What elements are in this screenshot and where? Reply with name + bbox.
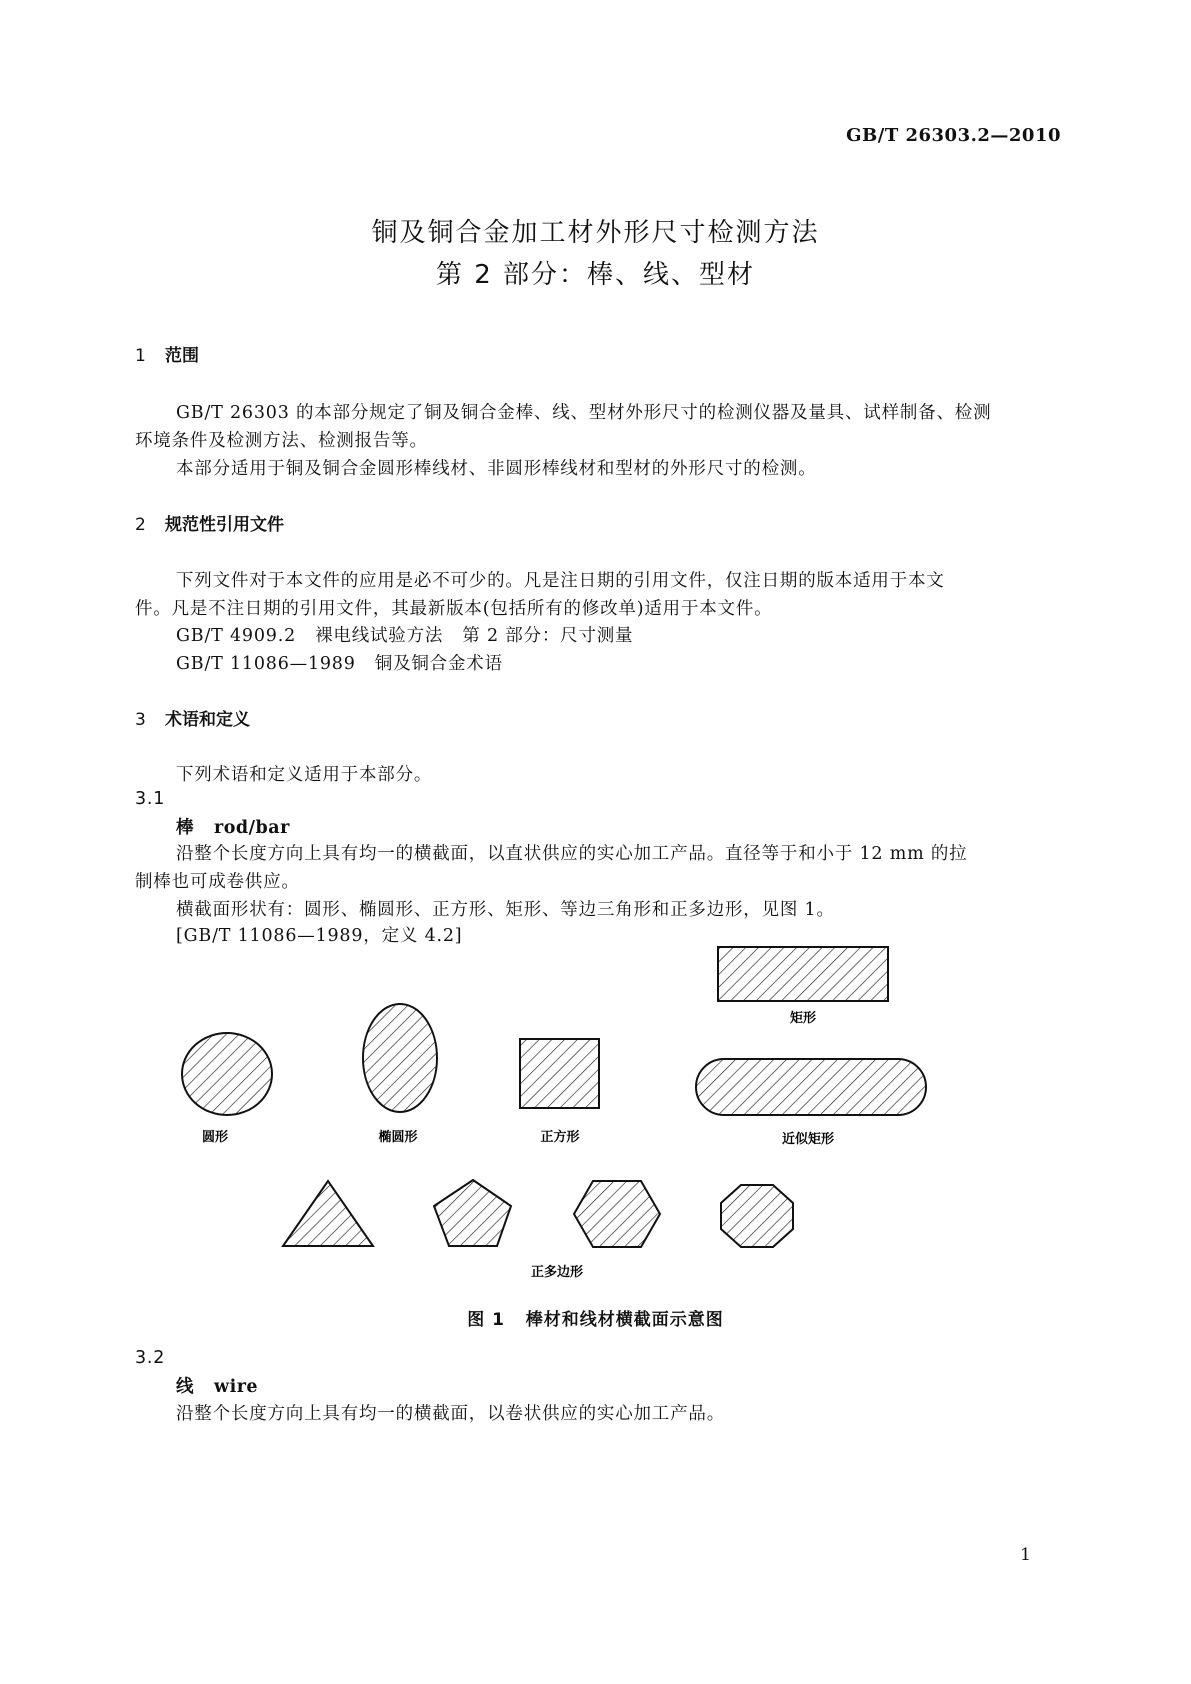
section-number: 1	[135, 346, 146, 366]
document-subtitle: 第 2 部分：棒、线、型材	[435, 260, 756, 290]
polygons-label: 正多边形	[530, 1265, 584, 1280]
square-label: 正方形	[540, 1130, 580, 1145]
section-number: 3	[135, 710, 146, 730]
circle-shape	[182, 1033, 272, 1115]
term-entry-wire	[176, 1373, 258, 1398]
rectangle-shape	[718, 947, 888, 1001]
circle-label: 圆形	[201, 1130, 229, 1145]
triangle-shape	[283, 1181, 373, 1246]
octagon-shape	[721, 1185, 793, 1247]
term-english: rod/bar	[214, 818, 290, 838]
rounded-rectangle-shape	[696, 1059, 926, 1115]
paragraph: 横截面形状有：圆形、椭圆形、正方形、矩形、等边三角形和正多边形，见图 1。	[176, 900, 835, 920]
document-title: 铜及铜合金加工材外形尺寸检测方法	[371, 218, 820, 248]
term-english: wire	[214, 1377, 259, 1397]
rounded-rectangle-label: 近似矩形	[781, 1132, 835, 1147]
paragraph: 本部分适用于铜及铜合金圆形棒线材、非圆形棒线材和型材的外形尺寸的检测。	[176, 459, 817, 479]
term-number: 3.2	[135, 1348, 166, 1368]
standard-number: GB/T 26303.2—2010	[846, 125, 1061, 146]
paragraph: 环境条件及检测方法、检测报告等。	[135, 431, 428, 451]
term-source: [GB/T 11086—1989，定义 4.2]	[176, 926, 463, 946]
section-number: 2	[135, 515, 146, 535]
hexagon-shape	[574, 1181, 660, 1247]
ellipse-shape	[363, 1004, 437, 1112]
term-number: 3.1	[135, 789, 166, 809]
term-definition: 制棒也可成卷供应。	[135, 872, 300, 892]
paragraph: GB/T 26303 的本部分规定了铜及铜合金棒、线、型材外形尺寸的检测仪器及量具、试样制备、检测	[176, 403, 992, 423]
term-chinese: 线	[176, 1377, 194, 1397]
paragraph: 下列术语和定义适用于本部分。	[176, 765, 433, 785]
figure-caption: 图 1 棒材和线材横截面示意图	[467, 1310, 724, 1330]
term-definition: 沿整个长度方向上具有均一的横截面，以卷状供应的实心加工产品。	[176, 1404, 725, 1424]
reference-item: GB/T 11086—1989 铜及铜合金术语	[176, 654, 503, 674]
term-definition: 沿整个长度方向上具有均一的横截面，以直状供应的实心加工产品。直径等于和小于 12 mm 的拉	[176, 844, 968, 864]
pentagon-shape	[434, 1180, 511, 1246]
square-shape	[520, 1039, 599, 1108]
term-chinese: 棒	[176, 818, 194, 838]
ellipse-label: 椭圆形	[378, 1130, 418, 1145]
section-title: 术语和定义	[165, 710, 250, 730]
paragraph: 件。凡是不注日期的引用文件，其最新版本(包括所有的修改单)适用于本文件。	[135, 599, 773, 619]
section-title: 范围	[165, 346, 199, 366]
page-number: 1	[1020, 1545, 1031, 1565]
paragraph: 下列文件对于本文件的应用是必不可少的。凡是注日期的引用文件，仅注日期的版本适用于本文	[176, 571, 945, 591]
reference-item: GB/T 4909.2 裸电线试验方法 第 2 部分：尺寸测量	[176, 626, 634, 646]
section-title: 规范性引用文件	[165, 515, 284, 535]
rectangle-label: 矩形	[789, 1011, 817, 1026]
